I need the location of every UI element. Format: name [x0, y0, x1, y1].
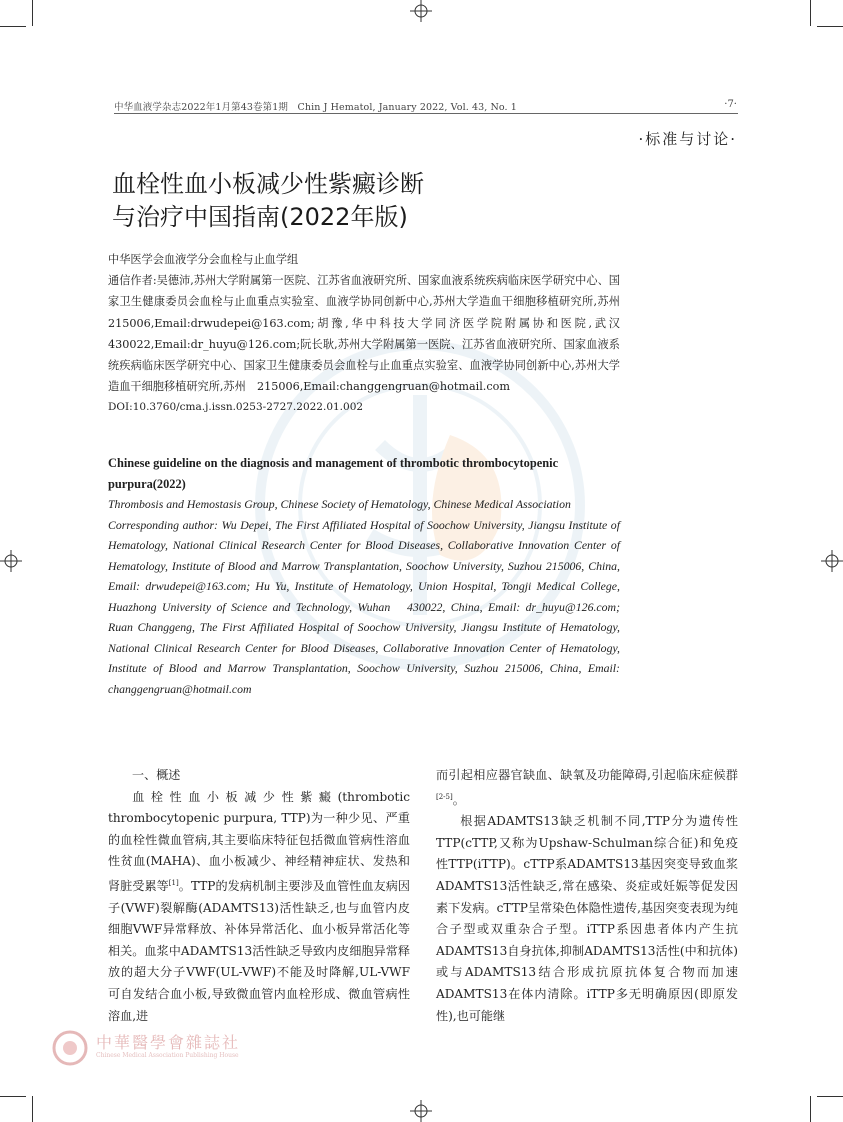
correspondence-cn: 通信作者:吴德沛,苏州大学附属第一医院、江苏省血液研究所、国家血液系统疾病临床医学研究中心、国家卫生健康委员会血栓与止血重点实验室、血液学协同创新中心,苏州大学造血干细胞移植研究所,苏州 215006,Email:drwudepei@163.com;胡豫,华中科技大学同济医学院附属协和医院,武汉 430022,Email:dr_huyu@126.com;阮长耿,苏州大学附属第一医院、江苏省血液研究所、国家血液系统疾病临床医学研究中心、国家卫生健康委员会血栓与止血重点实验室、血液学协同创新中心,苏州大学造血干细胞移植研究所,苏州 215006,Email:changgengruan@hotmail.com — [108, 274, 632, 394]
english-group: Thrombosis and Hemostasis Group, Chinese Society of Hematology, Chinese Medical Association — [108, 497, 571, 511]
text-run: 。TTP的发病机制主要涉及血管性血友病因子(VWF)裂解酶(ADAMTS13)活性缺乏,也与血管内皮细胞VWF异常释放、补体异常活化、血小板异常活化等相关。血浆中ADAMTS13活性缺乏导致内皮细胞异常释放的超大分子VWF(UL-VWF)不能及时降解,UL-VWF可自发结合血小板,导致微血管内血栓形成、微血管病性溶血,进 — [108, 879, 410, 1023]
text-run: 。 — [452, 792, 465, 807]
publisher-name-en: Chinese Medical Association Publishing House — [96, 1052, 239, 1059]
article-title — [112, 168, 424, 234]
text-run: 血栓性血小板减少性紫癜(thrombotic thrombocytopenic purpura, TTP)为一种少见、严重的血栓性微血管病,其主要临床特征包括微血管病性溶血性贫血(MAHA)、血小板减少、神经精神症状、发热和肾脏受累等 — [108, 789, 410, 893]
crop-mark — [817, 1096, 843, 1097]
header-rule — [114, 113, 738, 114]
english-abstract-header — [108, 453, 620, 699]
registration-mark-icon — [410, 1100, 432, 1122]
publisher-name: 中華醫學會雜誌社 — [96, 1033, 241, 1052]
crop-mark — [817, 26, 843, 27]
paragraph — [436, 765, 738, 811]
section-heading: 一、概述 — [132, 768, 181, 782]
paragraph: 根据ADAMTS13缺乏机制不同,TTP分为遗传性TTP(cTTP,又称为Upshaw-Schulman综合征)和免疫性TTP(iTTP)。cTTP系ADAMTS13基因突变导致血浆ADAMTS13活性缺乏,常在感染、炎症或妊娠等促发因素下发病。cTTP呈常染色体隐性遗传,基因突变表现为纯合子型或双重杂合子型。iTTP系因患者体内产生抗ADAMTS13自身抗体,抑制ADAMTS13活性(中和抗体)或与ADAMTS13结合形成抗原抗体复合物而加速ADAMTS13在体内清除。iTTP多无明确原因(即原发性),也可能继 — [436, 814, 738, 1023]
body-column-left — [108, 765, 410, 1027]
crop-mark — [810, 1096, 811, 1122]
english-title: Chinese guideline on the diagnosis and management of thrombotic thrombocytopenic purpura(2022) — [108, 456, 559, 491]
registration-mark-icon — [410, 0, 432, 22]
paragraph — [108, 787, 410, 1028]
crop-mark — [32, 1096, 33, 1122]
citation: [2-5] — [436, 792, 453, 801]
crop-mark — [32, 0, 33, 26]
body-column-right — [436, 765, 738, 1027]
crop-mark — [0, 1096, 26, 1097]
title-line: 血栓性血小板减少性紫癜诊断 — [112, 170, 424, 198]
publisher-logo-icon — [52, 1030, 88, 1066]
crop-mark — [0, 26, 26, 27]
title-line: 与治疗中国指南(2022年版) — [112, 203, 408, 231]
registration-mark-icon — [821, 550, 843, 572]
page-number: ·7· — [724, 99, 737, 110]
running-header: 中华血液学杂志2022年1月第43卷第1期 Chin J Hematol, January 2022, Vol. 43, No. 1 — [114, 102, 517, 113]
crop-mark — [810, 0, 811, 26]
text-run: 而引起相应器官缺血、缺氧及功能障碍,引起临床症候群 — [436, 768, 738, 782]
registration-mark-icon — [0, 550, 22, 572]
author-info-cn — [108, 249, 632, 419]
doi: DOI:10.3760/cma.j.issn.0253-2727.2022.01.002 — [108, 401, 364, 414]
english-correspondence: Corresponding author: Wu Depei, The First Affiliated Hospital of Soochow University, Jiangsu Institute of Hematology, National Clinical Research Center for Blood Diseases, Collaborative Innovation Center of Hematology, Institute of Blood and Marrow Transplantation, Soochow University, Suzhou 215006, China, Email: drwudepei@163.com; Hu Yu, Institute of Hematology, Union Hospital, Tongji Medical College, Huazhong University of Science and Technology, Wuhan 430022, China, Email: dr_huyu@126.com; Ruan Changgeng, The First Affiliated Hospital of Soochow University, Jiangsu Institute of Hematology, National Clinical Research Center for Blood Diseases, Collaborative Innovation Center of Hematology, Institute of Blood and Marrow Transplantation, Soochow University, Suzhou 215006, China, Email: changgengruan@hotmail.com — [108, 517, 620, 696]
section-label: ·标准与讨论· — [638, 130, 737, 148]
citation: [1] — [168, 878, 179, 887]
author-group: 中华医学会血液学分会血栓与止血学组 — [108, 253, 299, 266]
